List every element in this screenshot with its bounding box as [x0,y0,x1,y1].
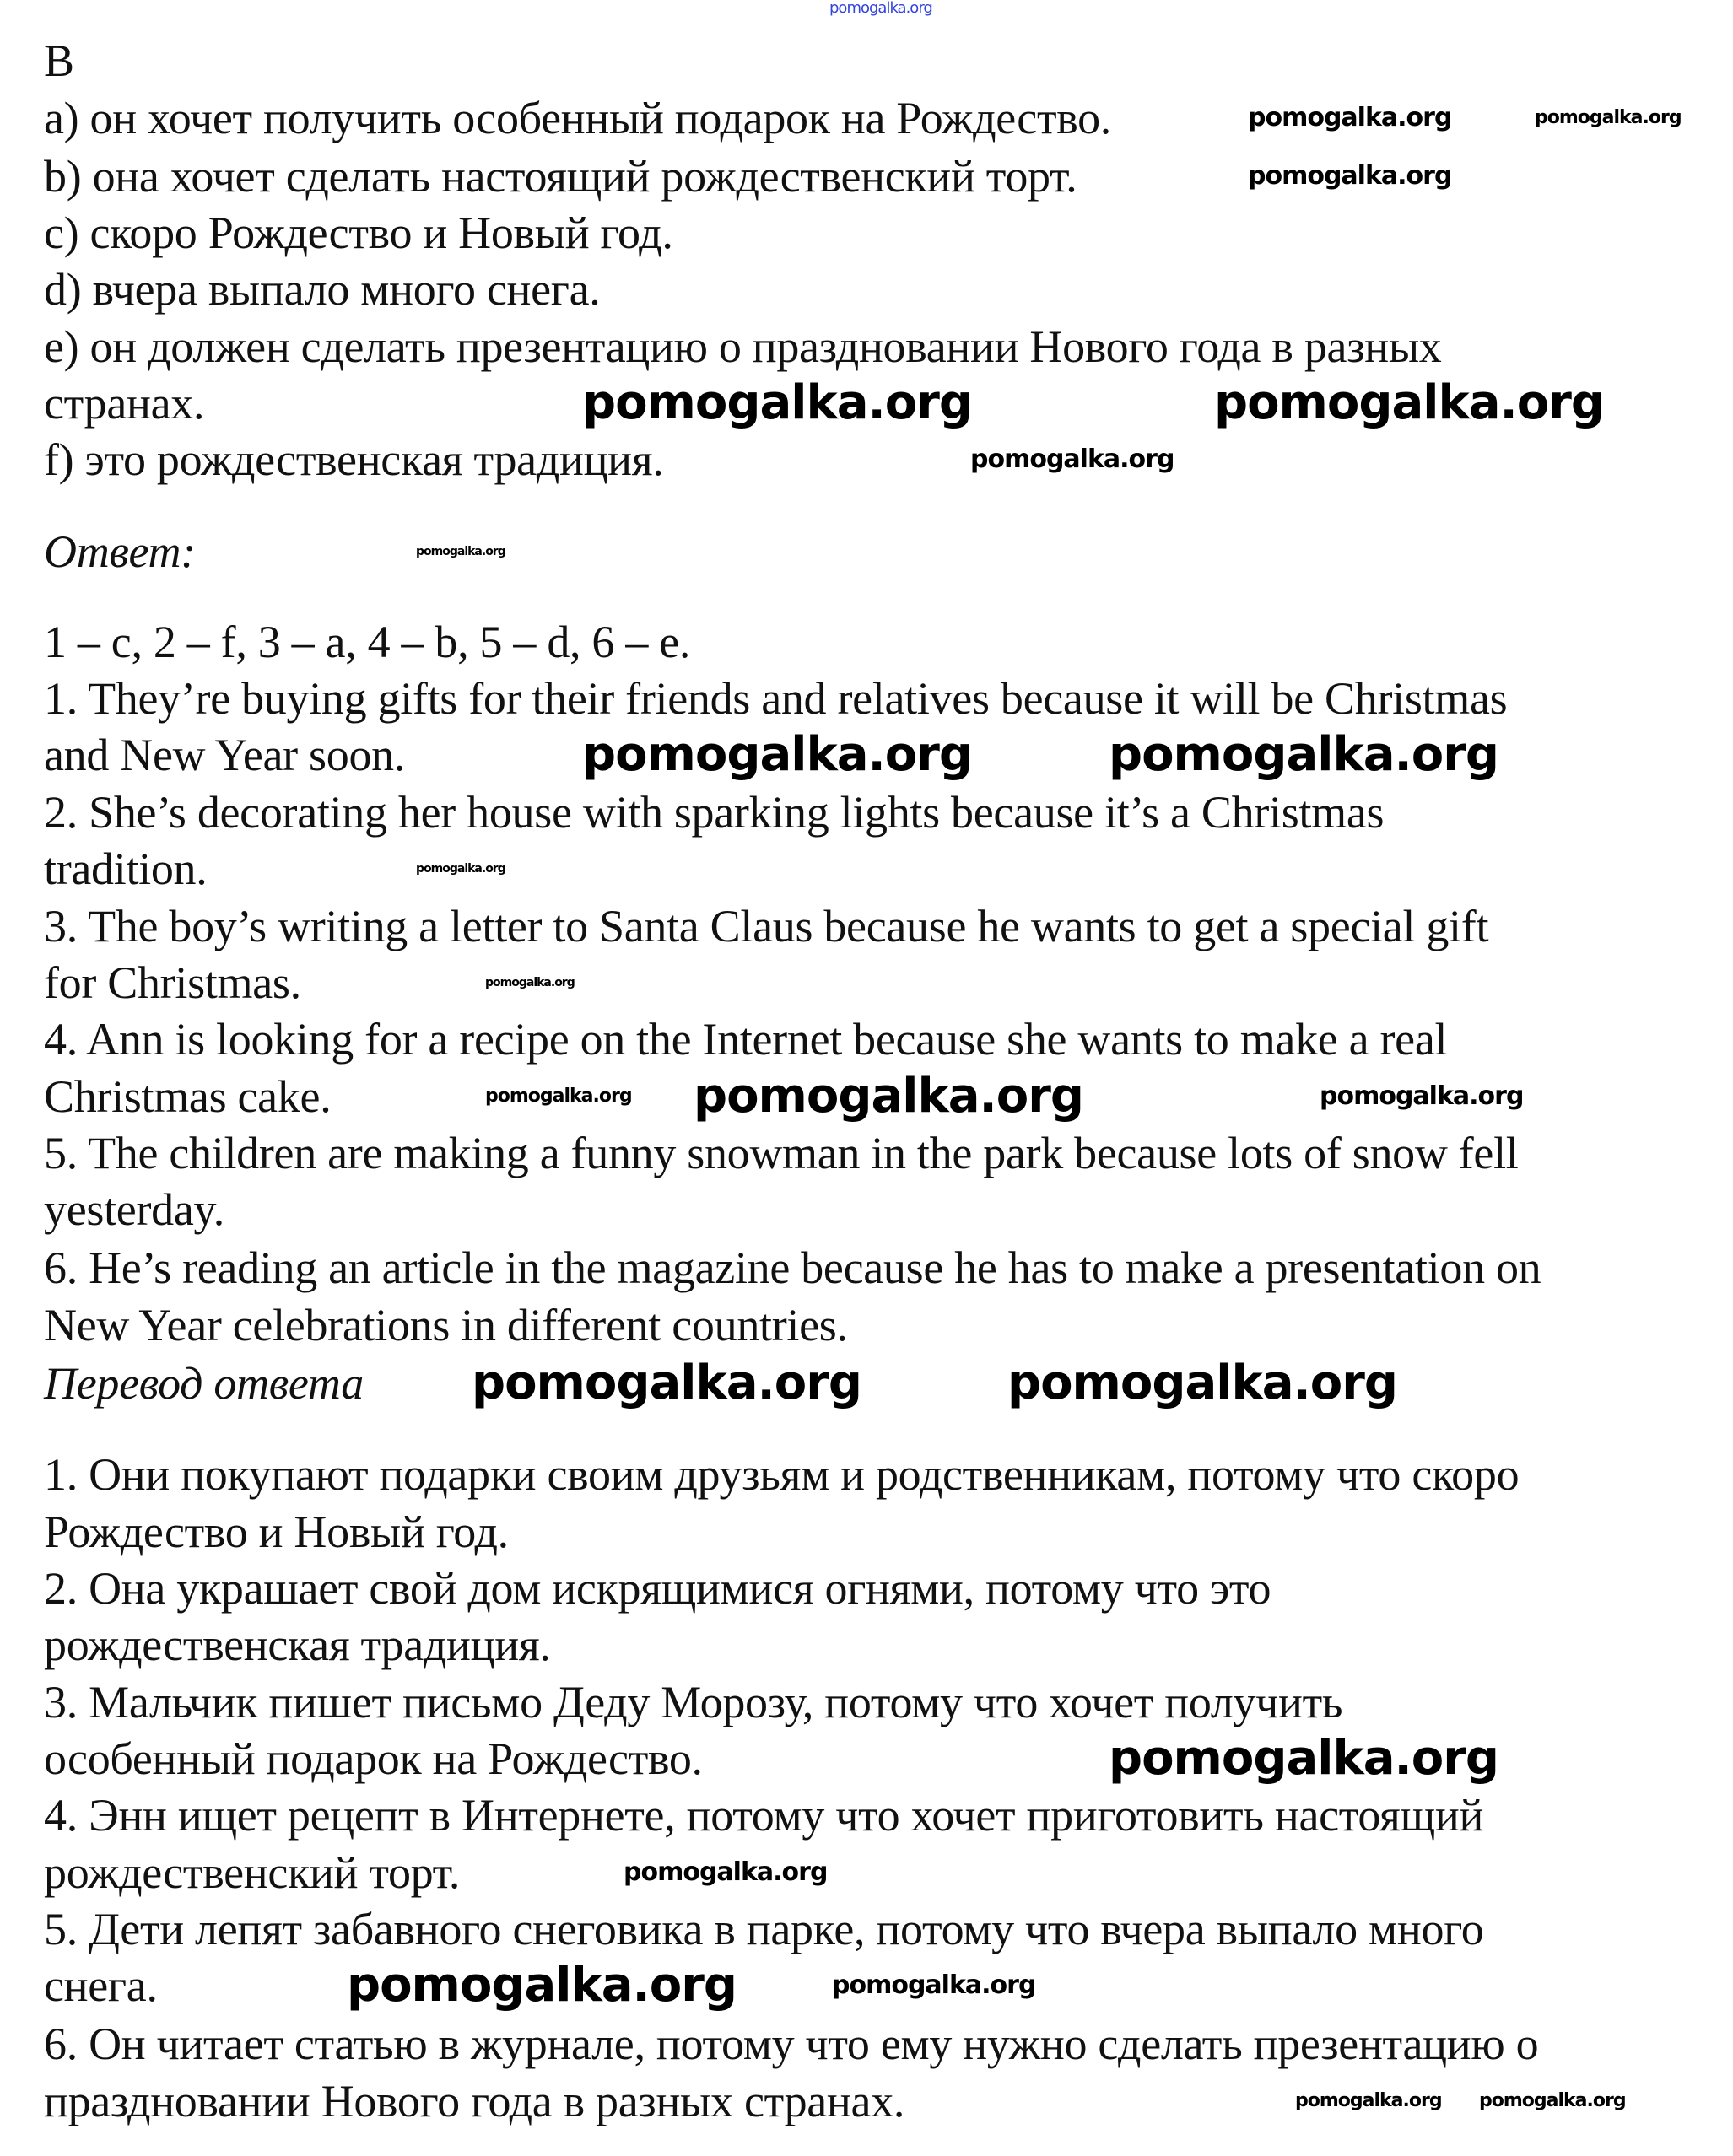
watermark: pomogalka.org [970,445,1174,474]
watermark: pomogalka.org [1007,1356,1397,1410]
watermark: pomogalka.org [1109,727,1498,782]
watermark: pomogalka.org [624,1857,828,1887]
text-line: 4. Энн ищет рецепт в Интернете, потому что хочет приготовить настоящий [44,1790,1484,1841]
watermark: pomogalka.org [1295,2090,1442,2111]
text-line: yesterday. [44,1184,224,1235]
watermark: pomogalka.org [1214,375,1604,430]
translation-heading: Перевод ответа [44,1358,364,1409]
text-line: праздновании Нового года в разных странах. [44,2076,905,2126]
text-line: Christmas cake. [44,1071,332,1122]
watermark: pomogalka.org [472,1356,861,1410]
text-line: 5. Дети лепят забавного снеговика в парке, потому что вчера выпало много [44,1904,1484,1954]
text-line: and New Year soon. [44,730,406,780]
text-line: B [44,35,74,86]
text-line: снега. [44,1960,158,2011]
text-line: New Year celebrations in different countries. [44,1300,848,1350]
watermark: pomogalka.org [1535,107,1682,128]
text-line: b) она хочет сделать настоящий рождественский торт. [44,151,1077,202]
text-line: странах. [44,378,205,429]
text-line: 1. They’re buying gifts for their friends and relatives because it will be Christmas [44,673,1508,724]
text-line: for Christmas. [44,957,301,1008]
text-line: рождественский торт. [44,1847,461,1898]
watermark: pomogalka.org [1320,1081,1524,1111]
text-line: 3. Мальчик пишет письмо Деду Морозу, потому что хочет получить [44,1677,1343,1727]
text-line: 1. Они покупают подарки своим друзьям и родственникам, потому что скоро [44,1449,1520,1500]
watermark: pomogalka.org [694,1069,1083,1124]
text-line: d) вчера выпало много снега. [44,264,601,315]
text-line: 6. He’s reading an article in the magazine because he has to make a presentation on [44,1242,1541,1293]
text-line: рождественская традиция. [44,1620,551,1670]
watermark: pomogalka.org [582,727,972,782]
watermark: pomogalka.org [1248,161,1452,191]
text-line: tradition. [44,844,208,894]
watermark: pomogalka.org [485,976,575,989]
text-line: 2. She’s decorating her house with sparking lights because it’s a Christmas [44,787,1385,838]
answer-heading: Ответ: [44,526,196,577]
text-line: 2. Она украшает свой дом искрящимися огнями, потому что это [44,1563,1271,1614]
watermark: pomogalka.org [1248,103,1452,132]
text-line: 5. The children are making a funny snowman in the park because lots of snow fell [44,1128,1519,1178]
watermark: pomogalka.org [829,0,932,17]
text-line: f) это рождественская традиция. [44,434,664,485]
text-line: c) скоро Рождество и Новый год. [44,208,673,258]
text-line: 4. Ann is looking for a recipe on the Internet because she wants to make a real [44,1014,1448,1065]
text-line: 3. The boy’s writing a letter to Santa Claus because he wants to get a special gift [44,901,1489,951]
text-line: Рождество и Новый год. [44,1507,509,1557]
text-line: e) он должен сделать презентацию о праздновании Нового года в разных [44,321,1442,372]
watermark: pomogalka.org [347,1958,737,2013]
text-line: особенный подарок на Рождество. [44,1733,703,1784]
watermark: pomogalka.org [832,1970,1036,2000]
text-line: 1 – c, 2 – f, 3 – a, 4 – b, 5 – d, 6 – e. [44,617,691,667]
watermark: pomogalka.org [1109,1731,1498,1786]
watermark: pomogalka.org [485,1086,632,1107]
watermark: pomogalka.org [416,862,505,876]
text-line: a) он хочет получить особенный подарок на Рождество. [44,93,1111,143]
text-line: 6. Он читает статью в журнале, потому что ему нужно сделать презентацию о [44,2019,1539,2069]
watermark: pomogalka.org [416,545,505,558]
watermark: pomogalka.org [582,375,972,430]
watermark: pomogalka.org [1479,2090,1626,2111]
